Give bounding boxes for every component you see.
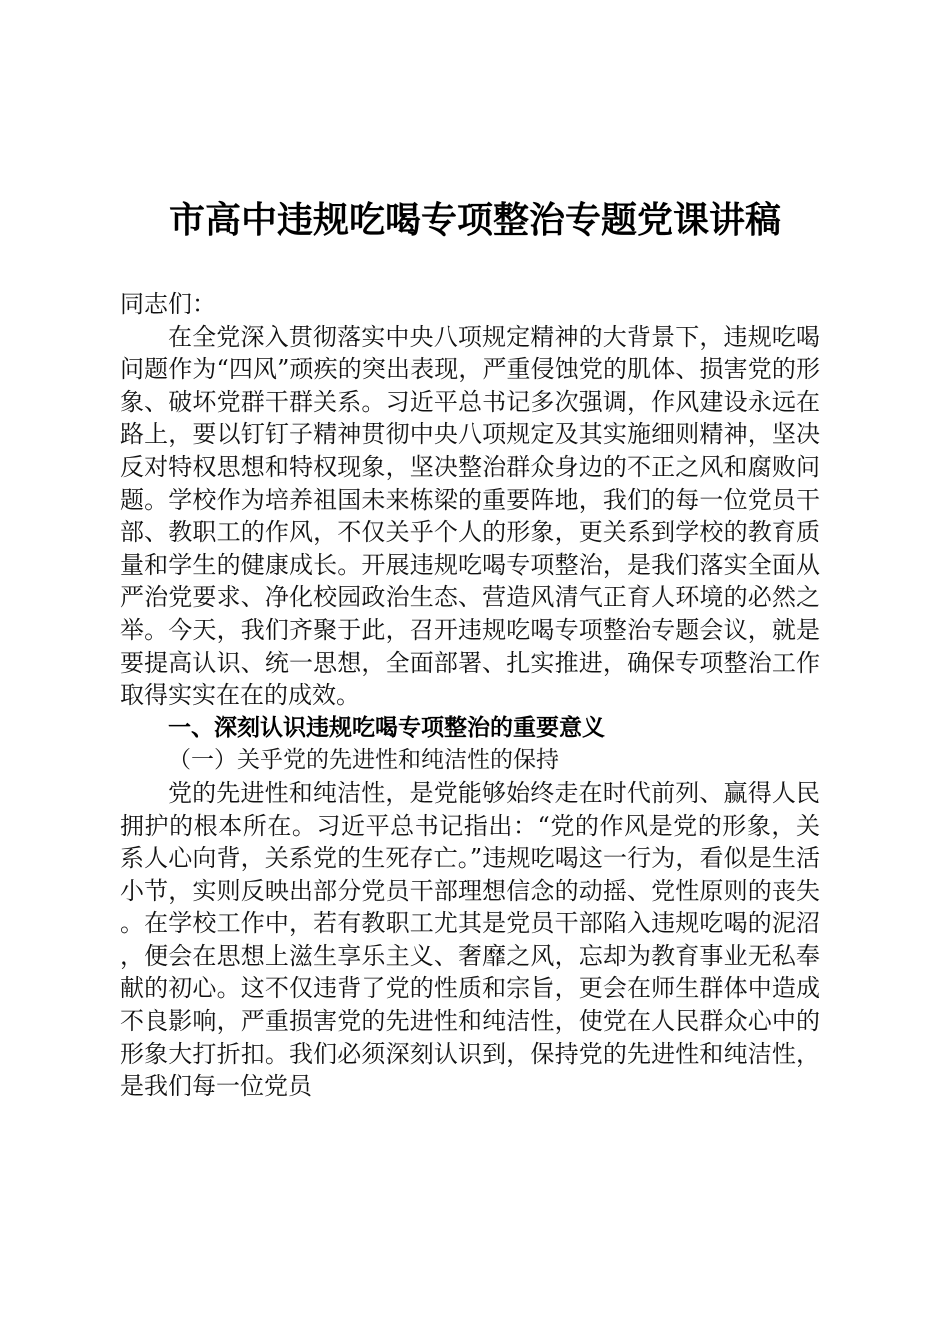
section-heading-1: 一、深刻认识违规吃喝专项整治的重要意义 [168, 714, 605, 741]
subsection-1-paragraph: 党的先进性和纯洁性，是党能够始终走在时代前列、赢得人民拥护的根本所在。习近平总书记指出：“党的作风是党的形象，关系人心向背，关系党的生死存亡。”违规吃喝这一行为，看似是生活小节，实则反映出部分党员干部理想信念的动摇、党性原则的丧失。在学校工作中，若有教职工尤其是党员干部陷入违规吃喝的泥沼，便会在思想上滋生享乐主义、奢靡之风，忘却为教育事业无私奉献的初心。这不仅违背了党的性质和宗旨，更会在师生群体中造成不良影响，严重损害党的先进性和纯洁性，使党在人民群众心中的形象大打折扣。我们必须深刻认识到，保持党的先进性和纯洁性，是我们每一位党员 [120, 778, 820, 1101]
intro-paragraph: 在全党深入贯彻落实中央八项规定精神的大背景下，违规吃喝问题作为“四风”顽疾的突出表现，严重侵蚀党的肌体、损害党的形象、破坏党群干群关系。习近平总书记多次强调，作风建设永远在路上，要以钉钉子精神贯彻中央八项规定及其实施细则精神，坚决反对特权思想和特权现象，坚决整治群众身边的不正之风和腐败问题。学校作为培养祖国未来栋梁的重要阵地，我们的每一位党员干部、教职工的作风，不仅关乎个人的形象，更关系到学校的教育质量和学生的健康成长。开展违规吃喝专项整治，是我们落实全面从严治党要求、净化校园政治生态、营造风清气正育人环境的必然之举。今天，我们齐聚于此，召开违规吃喝专项整治专题会议，就是要提高认识、统一思想，全面部署、扎实推进，确保专项整治工作取得实实在在的成效。 [120, 322, 820, 710]
subsection-heading-1: （一）关乎党的先进性和纯洁性的保持 [168, 747, 559, 774]
document-title: 市高中违规吃喝专项整治专题党课讲稿 [168, 199, 781, 241]
document-body [120, 288, 820, 1103]
salutation: 同志们： [120, 290, 216, 318]
